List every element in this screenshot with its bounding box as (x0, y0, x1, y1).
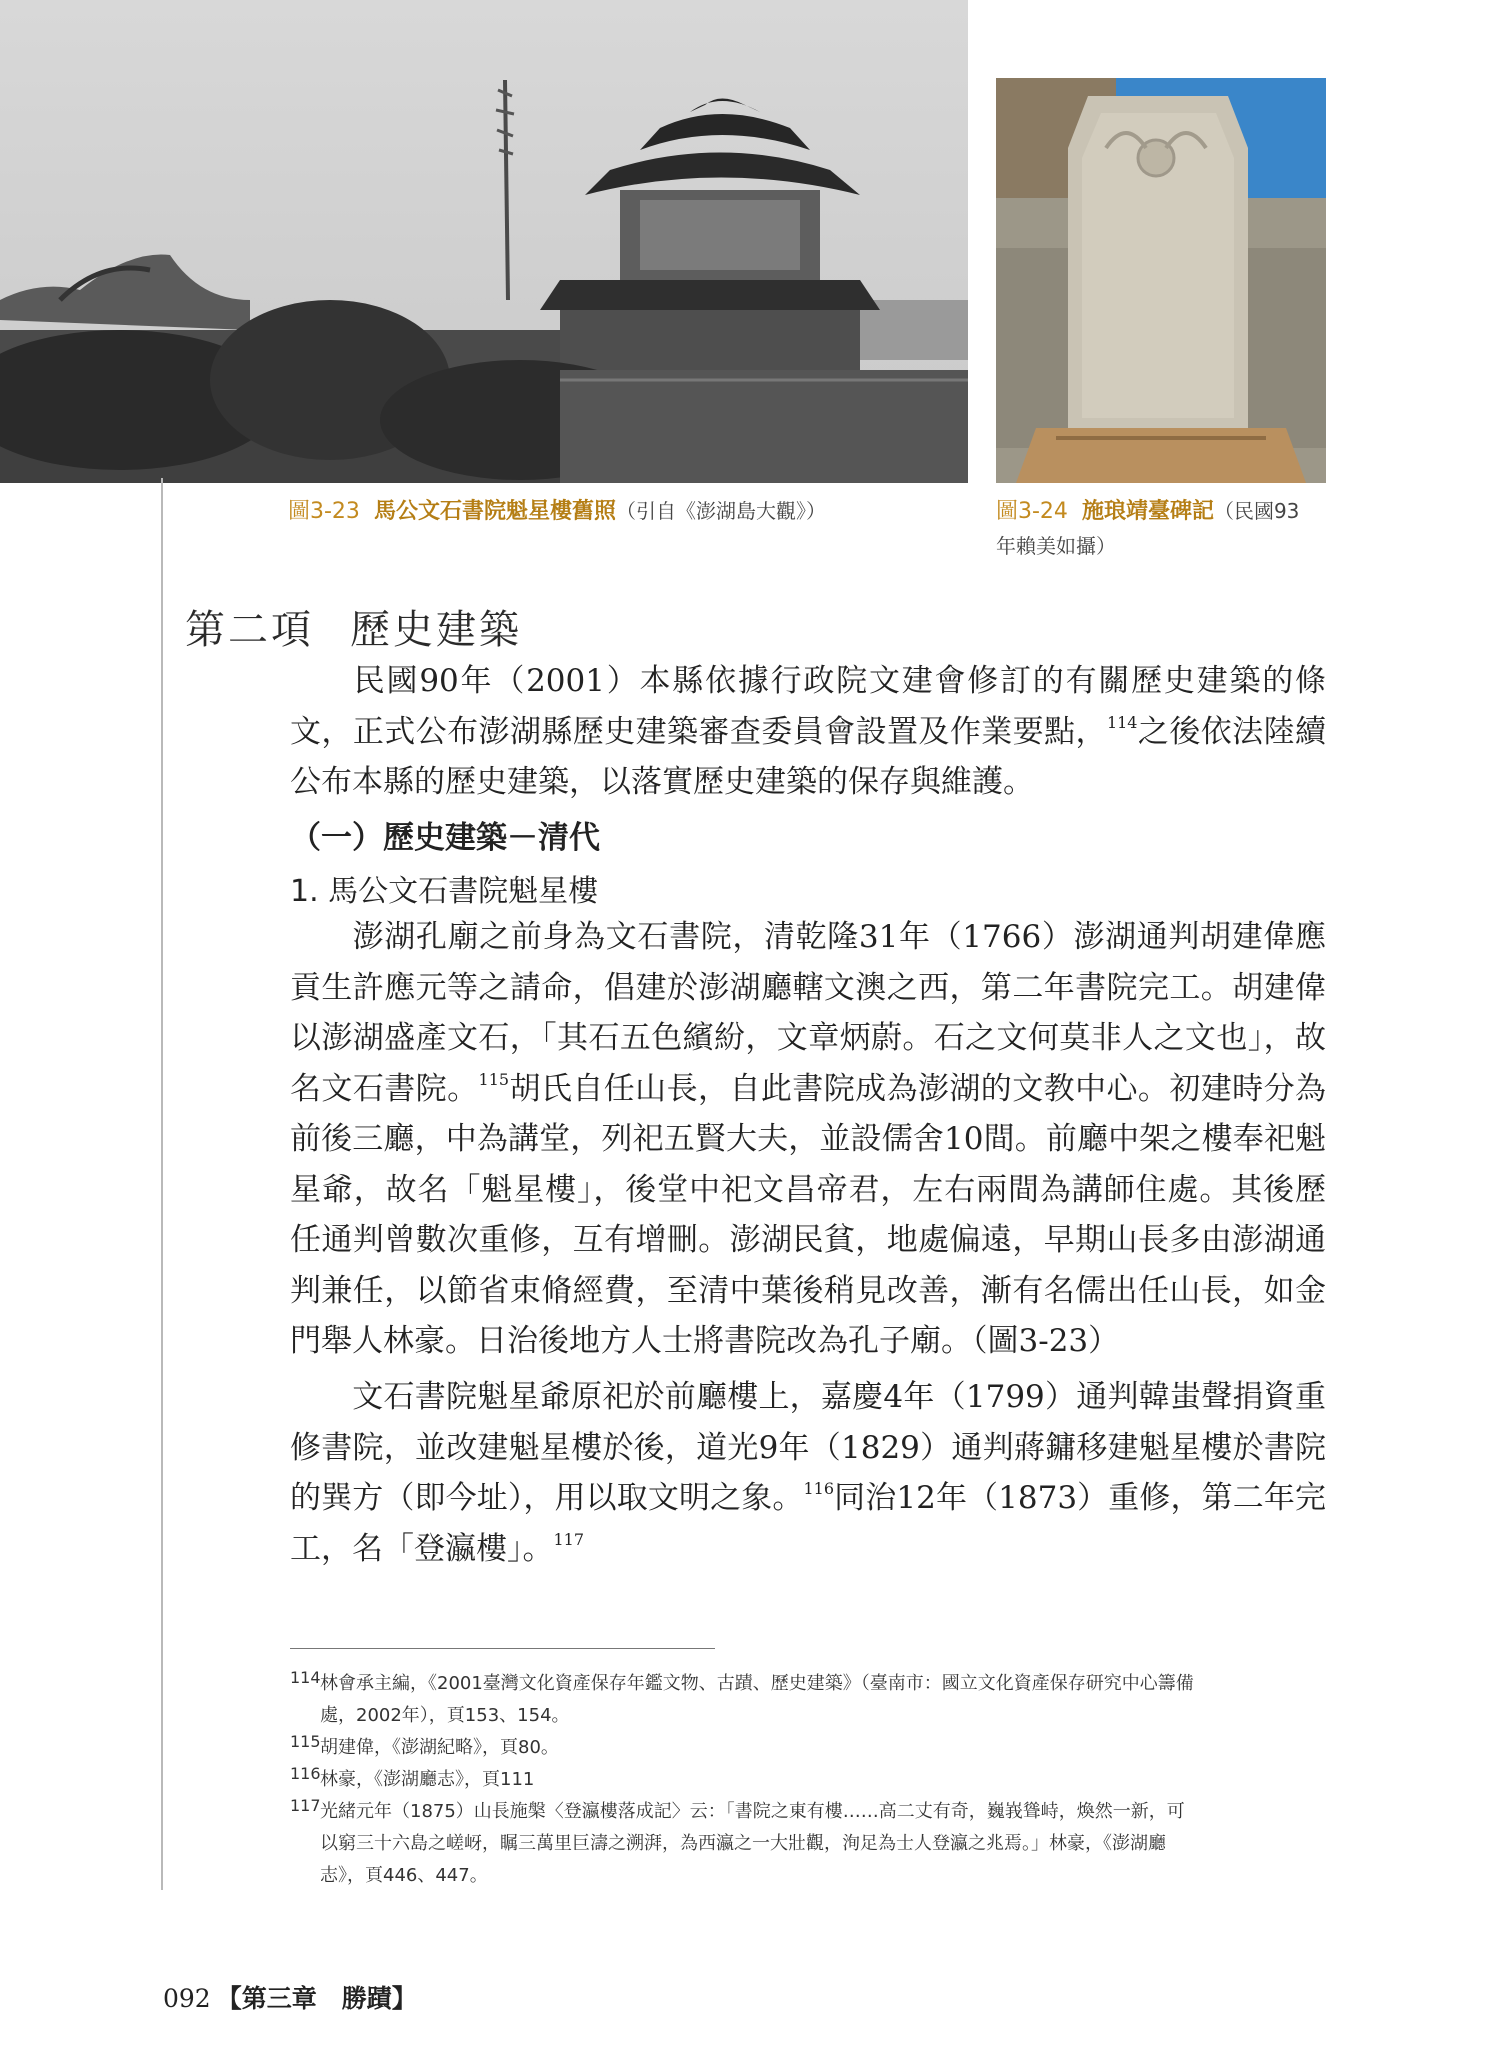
footnote-text: 以窮三十六島之嵯岈，瞩三萬里巨濤之溯湃，為西瀛之一大壯觀，洵足為士人登瀛之兆焉。」林豪，《澎湖廳 (320, 1833, 1166, 1854)
footnote-ref: 117 (553, 1529, 585, 1549)
page-footer (163, 1979, 417, 2015)
subsection-heading: （一）歷史建築－清代 (290, 820, 600, 856)
chapter-label: 【第三章 勝蹟】 (216, 1984, 417, 2013)
figure-3-23-caption (288, 494, 826, 529)
footnote-number: 115 (290, 1732, 321, 1751)
footnote-number: 114 (290, 1668, 321, 1687)
footnote-ref: 115 (478, 1069, 510, 1089)
footnote-divider (290, 1648, 715, 1649)
footnote-117 (290, 1790, 1326, 1892)
section-label: 第二項 (185, 607, 314, 653)
footnote-number: 116 (290, 1764, 321, 1783)
body-paragraph-1 (290, 912, 1326, 1367)
footnote-text: 光緒元年（1875）山長施槃〈登瀛樓落成記〉云：「書院之東有樓……高二丈有奇，巍峩聳峙，煥然一新，可 (320, 1801, 1185, 1822)
footnote-text: 處，2002年），頁153、154。 (320, 1705, 570, 1726)
figure-source: （引自《澎湖島大觀》） (615, 499, 826, 523)
footnote-ref: 114 (1106, 712, 1138, 732)
body-paragraph-2 (290, 1372, 1326, 1574)
section-heading (185, 598, 522, 655)
body-p1-text-b: 胡氏自任山長，自此書院成為澎湖的文教中心。初建時分為前後三廳，中為講堂，列祀五賢大夫，並設儒舍10間。前廳中架之樓奉祀魁星爺，故名「魁星樓」，後堂中祀文昌帝君，左右兩間為講師住處。其後歷任通判曾數次重修，互有增刪。澎湖民貧，地處偏遠，早期山長多由澎湖通判兼任，以節省束脩經費，至清中葉後稍見改善，漸有名儒出任山長，如金門舉人林豪。日治後地方人士將書院改為孔子廟。（圖3-23） (290, 1070, 1327, 1359)
footnote-114 (290, 1662, 1326, 1732)
footnote-text: 志》，頁446、447。 (320, 1865, 488, 1886)
figure-caption-line-2: 年賴美如攝） (996, 534, 1116, 558)
body-p2-text-b: 同治12年（1873）重修，第二年完工，名「登瀛樓」。 (290, 1480, 1326, 1567)
body-p1-text-a: 澎湖孔廟之前身為文石書院，清乾隆31年（1766）澎湖通判胡建偉應貢生許應元等之請命，倡建於澎湖廳轄文澳之西，第二年書院完工。胡建偉以澎湖盛產文石，「其石五色繽紛，文章炳蔚。石之文何莫非人之文也」，故名文石書院。 (290, 919, 1326, 1107)
figure-title: 施琅靖臺碑記 (1081, 499, 1214, 524)
shi-lang-stele-photo (996, 78, 1326, 483)
figure-number: 圖3-23 (288, 499, 360, 524)
footnote-text: 林豪，《澎湖廳志》，頁111 (320, 1769, 535, 1790)
margin-rule (161, 478, 163, 1890)
figure-title: 馬公文石書院魁星樓舊照 (373, 499, 616, 524)
footnote-number: 117 (290, 1796, 321, 1815)
figure-number: 圖3-24 (996, 499, 1068, 524)
figure-source: （民國93 (1213, 499, 1300, 523)
footnote-text: 胡建偉，《澎湖紀略》，頁80。 (320, 1737, 559, 1758)
intro-text-a: 民國90年（2001）本縣依據行政院文建會修訂的有關歷史建築的條文，正式公布澎湖縣歷史建築審查委員會設置及作業要點， (290, 663, 1326, 750)
footnote-ref: 116 (803, 1479, 835, 1498)
figure-caption-line-1 (996, 494, 1326, 529)
kuixing-pavilion-old-photo (0, 0, 968, 483)
intro-text-b: 之後依法陸續公布本縣的歷史建築，以落實歷史建築的保存與維護。 (290, 713, 1327, 800)
body-p2-text-a: 文石書院魁星爺原祀於前廳樓上，嘉慶4年（1799）通判韓蚩聲捐資重修書院，並改建魁星樓於後，道光9年（1829）通判蔣鏞移建魁星樓於書院的巽方（即今址），用以取文明之象。 (290, 1379, 1326, 1516)
figure-3-24-caption (996, 494, 1326, 563)
page-number: 092 (163, 1984, 211, 2013)
item-heading: 1. 馬公文石書院魁星樓 (290, 874, 599, 909)
footnote-text: 林會承主編，《2001臺灣文化資產保存年鑑文物、古蹟、歷史建築》（臺南市：國立文化資產保存研究中心籌備 (320, 1673, 1194, 1694)
section-title: 歷史建築 (350, 607, 522, 653)
intro-paragraph (290, 656, 1326, 808)
